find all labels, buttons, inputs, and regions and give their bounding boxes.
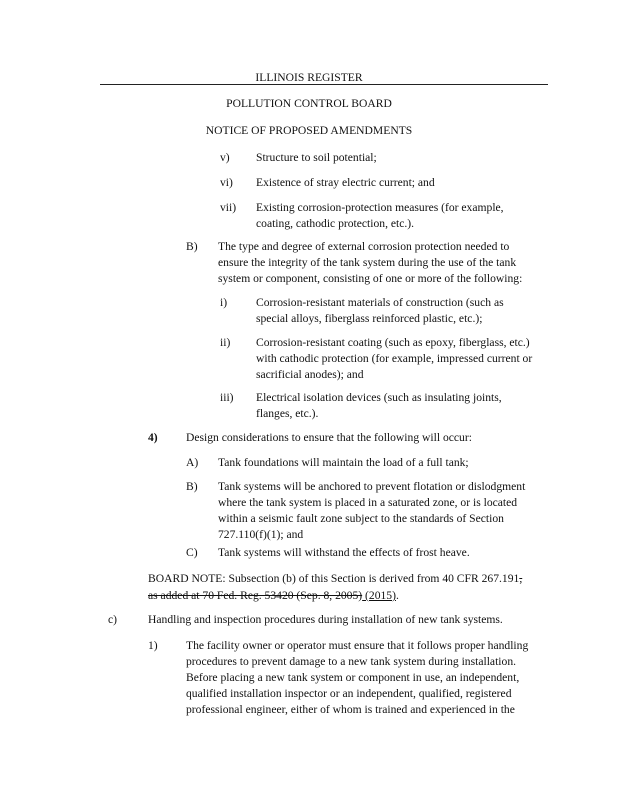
item-label: 1) (148, 639, 158, 652)
item-label: B) (186, 240, 198, 253)
item-text-line: Before placing a new tank system or component in use, an independent, (186, 671, 520, 684)
item-label: c) (108, 613, 118, 626)
item-text-line: The facility owner or operator must ensure that it follows proper handling (186, 639, 529, 652)
item-text-line: Tank systems will be anchored to prevent flotation or dislodgment (218, 480, 526, 493)
item-text-line: The type and degree of external corrosion protection needed to (218, 240, 510, 253)
item-text-line: Structure to soil potential; (256, 151, 377, 164)
item-label: vii) (220, 201, 237, 214)
item-text-line: Handling and inspection procedures during installation of new tank systems. (148, 613, 503, 626)
item-label: ii) (220, 336, 231, 349)
item-text-line: Corrosion-resistant materials of construction (such as (256, 296, 504, 309)
item-label: v) (220, 151, 230, 164)
item-text-line: professional engineer, either of whom is trained and experienced in the (186, 703, 515, 716)
item-text-line: Tank foundations will maintain the load of a full tank; (218, 456, 469, 469)
item-text-line: special alloys, fiberglass reinforced plastic, etc.); (256, 312, 483, 325)
item-text-line: Existing corrosion-protection measures (for example, (256, 201, 504, 214)
item-label: B) (186, 480, 198, 493)
board-title: POLLUTION CONTROL BOARD (226, 97, 392, 110)
item-text-line: flanges, etc.). (256, 407, 319, 420)
item-text-line: system or component, consisting of one or more of the following: (218, 272, 523, 285)
item-text-line: 727.110(f)(1); and (218, 528, 304, 541)
item-label: 4) (148, 431, 158, 444)
item-text-line: Electrical isolation devices (such as insulating joints, (256, 391, 502, 404)
item-text-line: where the tank system is placed in a saturated zone, or is located (218, 496, 518, 509)
item-text-line: Tank systems will withstand the effects of frost heave. (218, 546, 470, 559)
notice-title: NOTICE OF PROPOSED AMENDMENTS (205, 124, 413, 137)
item-text-line: procedures to prevent damage to a new tank system during installation. (186, 655, 517, 668)
board-note: BOARD NOTE: Subsection (b) of this Section is derived from 40 CFR 267.191, (148, 572, 523, 585)
register-title: ILLINOIS REGISTER (255, 71, 363, 84)
item-text-line: sacrificial anodes); and (256, 368, 364, 381)
item-text-line: ensure the integrity of the tank system during the use of the tank (218, 256, 517, 269)
header-rule (100, 84, 548, 85)
item-text-line: Corrosion-resistant coating (such as epoxy, fiberglass, etc.) (256, 336, 530, 349)
item-label: i) (220, 296, 228, 309)
item-text-line: coating, cathodic protection, etc.). (256, 217, 415, 230)
item-text-line: within a seismic fault zone subject to the standards of Section (218, 512, 504, 525)
item-text-line: qualified installation inspector or an independent, qualified, registered (186, 687, 512, 700)
item-text-line: Existence of stray electric current; and (256, 176, 435, 189)
item-label: C) (186, 546, 198, 559)
item-label: iii) (220, 391, 234, 404)
item-text-line: Design considerations to ensure that the following will occur: (186, 431, 472, 444)
item-label: A) (186, 456, 199, 469)
item-label: vi) (220, 176, 233, 189)
board-note-amendment: as added at 70 Fed. Reg. 53420 (Sep. 8, 2005) (2015). (148, 589, 399, 602)
item-text-line: with cathodic protection (for example, impressed current or (256, 352, 533, 365)
